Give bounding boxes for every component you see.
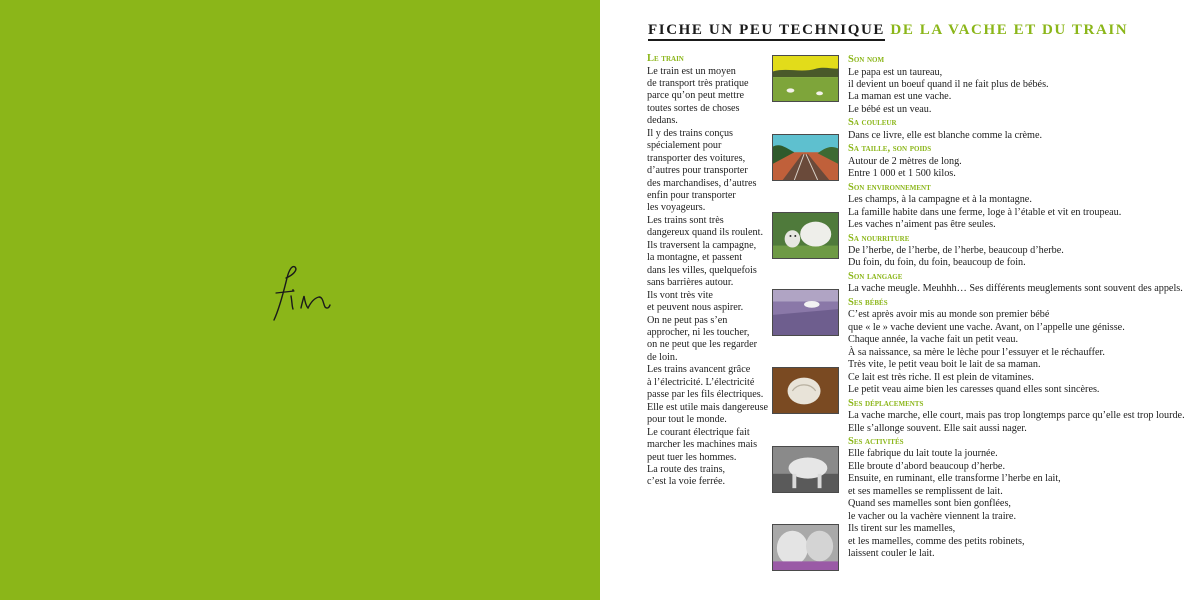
section-text-nom: Le papa est un taureau, il devient un boeuf quand il ne fait plus de bébés. La maman est une vache. Le bébé est un veau. — [848, 66, 1049, 115]
title-dark-part: FICHE UN PEU TECHNIQUE — [648, 22, 885, 41]
section-text-couleur: Dans ce livre, elle est blanche comme la crème. — [848, 129, 1043, 141]
section-heading-langage: Son langage — [848, 270, 903, 282]
section-text-nourriture: De l’herbe, de l’herbe, de l’herbe, beaucoup d’herbe. Du foin, du foin, du foin, beaucoup de foin. — [848, 245, 1064, 269]
train-text: Le train est un moyen de transport très pratique parce qu’on peut mettre toutes sortes de choses dedans. Il y des trains conçus spécialement pour transporter des voitures, d’autres pour transporter des marchandises, d’autres enfin pour transporter les voyageurs. Les trains sont très dangereux quand ils roulent. Ils traversent la campagne, la montagne, et passent dans les villes, quelquefois sans barrières autour. Ils vont très vite et peuvent nous aspirer. On ne peut pas s’en approcher, ni les toucher, on ne peut que les regarder de loin. Les trains avancent grâce à l’électricité. L’électricité passe par les fils électriques. Elle est utile mais dangereuse pour tout le monde. Le courant électrique fait marcher les machines mais peut tuer les hommes. La route des trains, c’est la voie ferrée. — [647, 65, 769, 488]
photo-yellow-field-cows — [772, 55, 839, 102]
section-text-deplacements: La vache marche, elle court, mais pas trop longtemps parce qu’elle est trop lourde. Elle s’allonge souvent. Elle sait aussi nager. — [848, 410, 1185, 434]
section-text-langage: La vache meugle. Meuhhh… Ses différents meuglements sont souvent des appels. — [848, 283, 1183, 295]
section-text-activites: Elle fabrique du lait toute la journée. Elle broute d’abord beaucoup d’herbe. Ensuite, en ruminant, elle transforme l’herbe en lait, et ses mamelles se remplissent de lait. Quand ses mamelles sont bien gonflées, le vacher ou la vachère viennent la traire. Ils tirent sur les mamelles, et les mamelles, comme des petits robinets, laissent couler le lait. — [848, 448, 1061, 560]
photo-railway-track — [772, 134, 839, 181]
section-heading-taille: Sa taille, son poids — [848, 143, 932, 155]
section-heading-environnement: Son environnement — [848, 181, 931, 193]
train-heading: Le train — [647, 53, 684, 64]
section-heading-deplacements: Ses déplacements — [848, 397, 924, 409]
section-text-bebes: C’est après avoir mis au monde son premier bébé que « le » vache devient une vache. Avant, on l’appelle une génisse. Chaque année, la vache fait un petit veau. À sa naissance, sa mère le lèche pour l’essuyer et le réchauffer. Très vite, le petit veau boit le lait de sa maman. Ce lait est très riche. Il est plein de vitamines. Le petit veau aime bien les caresses quand elles sont sincères. — [848, 309, 1125, 396]
photo-cow-lying-in-heather — [772, 289, 839, 336]
cow-facts-column — [848, 53, 1193, 562]
right-page — [600, 0, 1200, 600]
section-heading-couleur: Sa couleur — [848, 117, 897, 129]
section-heading-bebes: Ses bébés — [848, 296, 888, 308]
photo-cow-face-closeup — [772, 524, 839, 571]
page-title — [648, 22, 1128, 39]
photo-curled-calf — [772, 367, 839, 414]
section-heading-activites: Ses activités — [848, 435, 904, 447]
fin-handwritten-signature — [270, 262, 340, 324]
photo-cow-standing-bw — [772, 446, 839, 493]
section-text-taille: Autour de 2 mètres de long. Entre 1 000 et 1 500 kilos. — [848, 155, 962, 180]
title-green-part: DE LA VACHE ET DU TRAIN — [890, 22, 1129, 38]
photo-cow-and-calf — [772, 212, 839, 259]
section-heading-nourriture: Sa nourriture — [848, 232, 910, 244]
section-heading-nom: Son nom — [848, 54, 885, 65]
section-text-environnement: Les champs, à la campagne et à la montagne. La famille habite dans une ferme, loge à l’étable et vit en troupeau. Les vaches n’aiment pas être seules. — [848, 194, 1122, 231]
train-column — [647, 53, 769, 489]
